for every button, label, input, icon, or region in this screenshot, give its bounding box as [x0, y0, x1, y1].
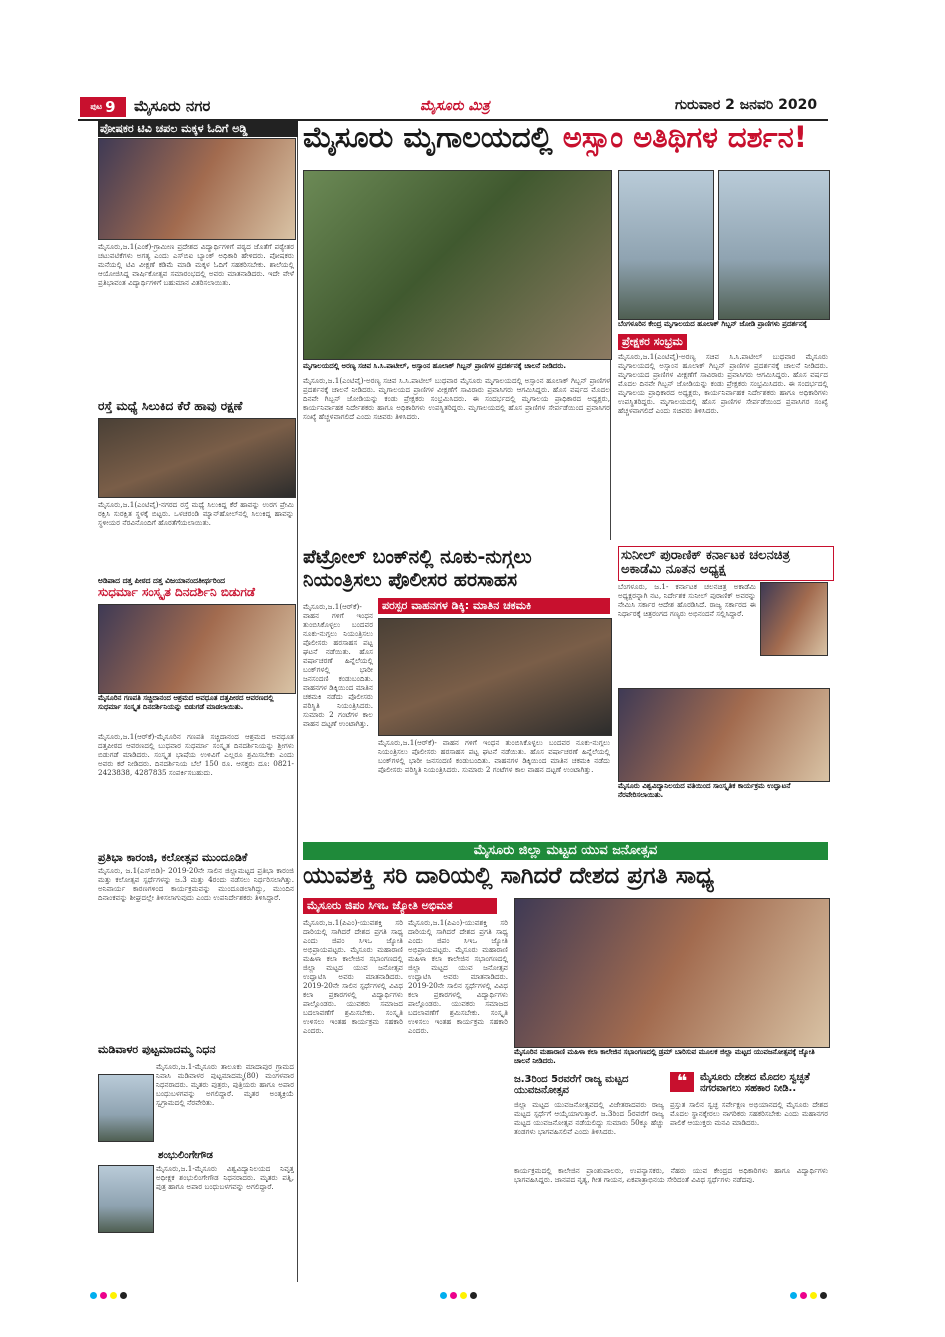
photo-university-event [618, 688, 830, 782]
lead-caption-right: ಬೆಂಗಳೂರಿನ ಕೇಂದ್ರ ಮೃಗಾಲಯದ ಹೂಲಾಕ್ ಗಿಬ್ಬನ್ ಜೋಡಿ ಪ್ರಾಣಿಗಳು ಪ್ರದರ್ಶನಕ್ಕೆ [618, 320, 807, 328]
story-calendar-caption: ಮೈಸೂರಿನ ಗಣಪತಿ ಸಚ್ಚಿದಾನಂದ ಆಶ್ರಮದ ಅವಧೂತ ದತ್ತಪೀಠದ ಆವರಣದಲ್ಲಿ ಸುಧರ್ಮಾ ಸಂಸ್ಕೃತ ದಿನದರ್ಶಿನಿಯನ್ನು ಬಿಡುಗಡೆ ಮಾಡಲಾಯಿತು. [98, 694, 274, 711]
page-number-badge [80, 97, 126, 117]
youth-body-col1: ಮೈಸೂರು,ಜ.1(ಪಿಎಂ)-ಯುವಶಕ್ತಿ ಸರಿ ದಾರಿಯಲ್ಲಿ ಸಾಗಿದರೆ ದೇಶದ ಪ್ರಗತಿ ಸಾಧ್ಯ ಎಂದು ಜಿಪಂ ಸಿಇಒ ಜ್ಯೋತಿ ಅಭಿಪ್ರಾಯಪಟ್ಟರು. ಮೈಸೂರು ಮಹಾರಾಣಿ ಮಹಿಳಾ ಕಲಾ ಕಾಲೇಜಿನ ಸಭಾಂಗಣದಲ್ಲಿ ಜಿಲ್ಲಾ ಮಟ್ಟದ ಯುವ ಜನೋತ್ಸವ ಉದ್ಘಾಟಿಸಿ ಅವರು ಮಾತನಾಡಿದರು. 2019-20ನೇ ಸಾಲಿನ ಸ್ಪರ್ಧೆಗಳಲ್ಲಿ ವಿವಿಧ ಕಲಾ ಪ್ರಕಾರಗಳಲ್ಲಿ ವಿದ್ಯಾರ್ಥಿಗಳು ಪಾಲ್ಗೊಂಡರು. ಯುವಕರು ಸಮಾಜದ ಬದಲಾವಣೆಗೆ ಶ್ರಮಿಸಬೇಕು. ಸಂಸ್ಕೃತಿ ಉಳಿಸಲು ಇಂತಹ ಕಾರ್ಯಕ್ರಮ ಸಹಕಾರಿ ಎಂದರು. [303, 918, 403, 1035]
photo-obituary1-portrait [98, 1074, 154, 1142]
column-rule-left [297, 122, 298, 1282]
lead-body-left: ಮೈಸೂರು,ಜ.1(ಎಂಟಿವೈ)-ಅರಣ್ಯ ಸಚಿವ ಸಿ.ಸಿ.ಪಾಟೀಲ್ ಬುಧವಾರ ಮೈಸೂರು ಮೃಗಾಲಯದಲ್ಲಿ ಅಸ್ಸಾಂನ ಹೂಲಾಕ್ ಗಿಬ್ಬನ್ ಪ್ರಾಣಿಗಳ ಪ್ರದರ್ಶನಕ್ಕೆ ಚಾಲನೆ ನೀಡಿದರು. ಮೃಗಾಲಯದ ಪ್ರಾಣಿಗಳ ವೀಕ್ಷಣೆಗೆ ಸಾವಿರಾರು ಪ್ರವಾಸಿಗರು ಆಗಮಿಸಿದ್ದರು. ಹೊಸ ವರ್ಷದ ಮೊದಲ ದಿನವೇ ಗಿಬ್ಬನ್ ಜೋಡಿಯನ್ನು ಕಂಡು ಪ್ರೇಕ್ಷಕರು ಸಂಭ್ರಮಿಸಿದರು. ಈ ಸಂದರ್ಭದಲ್ಲಿ ಮೃಗಾಲಯ ಪ್ರಾಧಿಕಾರದ ಅಧ್ಯಕ್ಷರು, ಕಾರ್ಯನಿರ್ವಾಹಕ ನಿರ್ದೇಶಕರು ಹಾಗೂ ಅಧಿಕಾರಿಗಳು ಉಪಸ್ಥಿತರಿದ್ದರು. ಮೃಗಾಲಯದಲ್ಲಿ ಹೊಸ ಪ್ರಾಣಿಗಳ ಸೇರ್ಪಡೆಯಿಂದ ಪ್ರವಾಸಿಗರ ಸಂಖ್ಯೆ ಹೆಚ್ಚಳವಾಗಲಿದೆ ಎಂದು ಸಚಿವರು ತಿಳಿಸಿದರು. [303, 376, 610, 421]
photo-obituary2-portrait [98, 1165, 154, 1233]
photo-sunil-portrait [760, 582, 828, 656]
clean-city-headline: ಮೈಸೂರು ದೇಶದ ಮೊದಲ ಸ್ವಚ್ಛತೆ ನಗರವಾಗಲು ಸಹಕಾರ ನೀಡಿ.. [700, 1072, 810, 1094]
photo-snake-rescue [98, 418, 296, 498]
story-pratibha-headline: ಪ್ರತಿಭಾ ಕಾರಂಜಿ, ಕಲೋತ್ಸವ ಮುಂದೂಡಿಕೆ [98, 851, 248, 864]
page-number: 9 [105, 98, 116, 116]
story-obituary2-body: ಮೈಸೂರು,ಜ.1-ಮೈಸೂರು ವಿಶ್ವವಿದ್ಯಾನಿಲಯದ ನಿವೃತ್ತ ಅಧೀಕ್ಷಕ ಶಂಭುಲಿಂಗೇಗೌಡ ನಿಧನರಾದರು. ಮೃತರು ಪತ್ನಿ, ಪುತ್ರ ಹಾಗೂ ಅಪಾರ ಬಂಧುಬಳಗವನ್ನು ಅಗಲಿದ್ದಾರೆ. [156, 1164, 294, 1191]
clean-city-body: ಪ್ರಸ್ತುತ ಸಾಲಿನ ಸ್ವಚ್ಛ ಸರ್ವೇಕ್ಷಣ ಅಭಿಯಾನದಲ್ಲಿ ಮೈಸೂರು ದೇಶದ ಮೊದಲ ಸ್ಥಾನಕ್ಕೇರಲು ನಾಗರಿಕರು ಸಹಕರಿಸಬೇಕು ಎಂದು ಮಹಾನಗರ ಪಾಲಿಕೆ ಆಯುಕ್ತರು ಮನವಿ ಮಾಡಿದರು. [670, 1100, 828, 1127]
sunil-caption: ಮೈಸೂರು ವಿಶ್ವವಿದ್ಯಾನಿಲಯದ ವತಿಯಿಂದ ಸಾಂಸ್ಕೃತಿಕ ಕಾರ್ಯಕ್ರಮ ಉದ್ಘಾಟನೆ ನೆರವೇರಿಸಲಾಯಿತು. [618, 782, 791, 799]
registration-dots-left [90, 1284, 130, 1303]
story-tv-body: ಮೈಸೂರು,ಜ.1(ಎಂಕೆ)-ಗ್ರಾಮೀಣ ಪ್ರದೇಶದ ವಿದ್ಯಾರ್ಥಿಗಳಿಗೆ ಪಠ್ಯದ ಜೊತೆಗೆ ಪಠ್ಯೇತರ ಚಟುವಟಿಕೆಗಳು ಅಗತ್ಯ ಎಂದು ಎಸ್‌ಬಿಐ ಬ್ಯಾಂಕ್ ಅಧಿಕಾರಿ ಹೇಳಿದರು. ಪೋಷಕರು ಮನೆಯಲ್ಲಿ ಟಿವಿ ವೀಕ್ಷಣೆ ಕಡಿಮೆ ಮಾಡಿ ಮಕ್ಕಳ ಓದಿಗೆ ಸಹಕರಿಸಬೇಕು. ಶಾಲೆಯಲ್ಲಿ ಆಯೋಜಿಸಿದ್ದ ವಾರ್ಷಿಕೋತ್ಸವ ಸಮಾರಂಭದಲ್ಲಿ ಅವರು ಮಾತನಾಡಿದರು. ಇದೇ ವೇಳೆ ಪ್ರತಿಭಾವಂತ ವಿದ್ಯಾರ್ಥಿಗಳಿಗೆ ಬಹುಮಾನ ವಿತರಿಸಲಾಯಿತು. [98, 242, 294, 287]
lead-headline-black: ಮೈಸೂರು ಮೃಗಾಲಯದಲ್ಲಿ [303, 120, 553, 154]
story-calendar-kicker: ಅಡಿಪಾದ ದತ್ತ ಪೀಠದ ದತ್ತ ವಿಜಯಾನಂದತೀರ್ಥರಿಂದ [98, 576, 225, 585]
sunil-body: ಬೆಂಗಳೂರು, ಜ.1- ಕರ್ನಾಟಕ ಚಲನಚಿತ್ರ ಅಕಾಡೆಮಿ ಅಧ್ಯಕ್ಷರನ್ನಾಗಿ ನಟ, ನಿರ್ದೇಶಕ ಸುನೀಲ್ ಪುರಾಣಿಕ್ ಅವರನ್ನು ನೇಮಿಸಿ ಸರ್ಕಾರ ಆದೇಶ ಹೊರಡಿಸಿದೆ. ರಾಜ್ಯ ಸರ್ಕಾರದ ಈ ನಿರ್ಧಾರಕ್ಕೆ ಚಿತ್ರರಂಗದ ಗಣ್ಯರು ಅಭಿನಂದನೆ ಸಲ್ಲಿಸಿದ್ದಾರೆ. [618, 582, 756, 618]
page-label: ಪುಟ [90, 102, 103, 111]
state-youth-headline: ಜ.3ರಿಂದ 5ರವರೆಗೆ ರಾಜ್ಯ ಮಟ್ಟದ ಯುವಜನೋತ್ಸವ [514, 1074, 629, 1096]
youth-body-col2: ಮೈಸೂರು,ಜ.1(ಪಿಎಂ)-ಯುವಶಕ್ತಿ ಸರಿ ದಾರಿಯಲ್ಲಿ ಸಾಗಿದರೆ ದೇಶದ ಪ್ರಗತಿ ಸಾಧ್ಯ ಎಂದು ಜಿಪಂ ಸಿಇಒ ಜ್ಯೋತಿ ಅಭಿಪ್ರಾಯಪಟ್ಟರು. ಮೈಸೂರು ಮಹಾರಾಣಿ ಮಹಿಳಾ ಕಲಾ ಕಾಲೇಜಿನ ಸಭಾಂಗಣದಲ್ಲಿ ಜಿಲ್ಲಾ ಮಟ್ಟದ ಯುವ ಜನೋತ್ಸವ ಉದ್ಘಾಟಿಸಿ ಅವರು ಮಾತನಾಡಿದರು. 2019-20ನೇ ಸಾಲಿನ ಸ್ಪರ್ಧೆಗಳಲ್ಲಿ ವಿವಿಧ ಕಲಾ ಪ್ರಕಾರಗಳಲ್ಲಿ ವಿದ್ಯಾರ್ಥಿಗಳು ಪಾಲ್ಗೊಂಡರು. ಯುವಕರು ಸಮಾಜದ ಬದಲಾವಣೆಗೆ ಶ್ರಮಿಸಬೇಕು. ಸಂಸ್ಕೃತಿ ಉಳಿಸಲು ಇಂತಹ ಕಾರ್ಯಕ್ರಮ ಸಹಕಾರಿ ಎಂದರು. [408, 918, 508, 1035]
petrol-body-col1: ಮೈಸೂರು,ಜ.1(ಆರ್‌ಕೆ)- ವಾಹನ ಗಳಿಗೆ ಇಂಧನ ತುಂಬಿಸಿಕೊಳ್ಳಲು ಬಂದವರ ನೂಕು-ನುಗ್ಗಲು ನಿಯಂತ್ರಿಸಲು ಪೊಲೀಸರು ಹರಸಾಹಸ ಪಟ್ಟ ಘಟನೆ ನಡೆಯಿತು. ಹೊಸ ವರ್ಷಾಚರಣೆ ಹಿನ್ನೆಲೆಯಲ್ಲಿ ಬಂಕ್‌ಗಳಲ್ಲಿ ಭಾರೀ ಜನಸಂದಣಿ ಕಂಡುಬಂದಿತು. ವಾಹನಗಳ ಡಿಕ್ಕಿಯಿಂದ ಮಾತಿನ ಚಕಮಕಿ ನಡೆದು ಪೊಲೀಸರು ಪರಿಸ್ಥಿತಿ ನಿಯಂತ್ರಿಸಿದರು. ಸುಮಾರು 2 ಗಂಟೆಗಳ ಕಾಲ ವಾಹನ ದಟ್ಟಣೆ ಉಂಟಾಗಿತ್ತು. [303, 602, 373, 728]
registration-dots-center [440, 1284, 480, 1303]
lead-sub-kicker: ಪ್ರೇಕ್ಷಕರ ಸಂಭ್ರಮ [618, 334, 687, 350]
petrol-kicker: ಪರಸ್ಪರ ವಾಹನಗಳ ಡಿಕ್ಕಿ: ಮಾತಿನ ಚಕಮಕಿ [378, 598, 610, 614]
photo-petrol-bunk [378, 618, 612, 736]
petrol-body-col2: ಮೈಸೂರು,ಜ.1(ಆರ್‌ಕೆ)- ವಾಹನ ಗಳಿಗೆ ಇಂಧನ ತುಂಬಿಸಿಕೊಳ್ಳಲು ಬಂದವರ ನೂಕು-ನುಗ್ಗಲು ನಿಯಂತ್ರಿಸಲು ಪೊಲೀಸರು ಹರಸಾಹಸ ಪಟ್ಟ ಘಟನೆ ನಡೆಯಿತು. ಹೊಸ ವರ್ಷಾಚರಣೆ ಹಿನ್ನೆಲೆಯಲ್ಲಿ ಬಂಕ್‌ಗಳಲ್ಲಿ ಭಾರೀ ಜನಸಂದಣಿ ಕಂಡುಬಂದಿತು. ವಾಹನಗಳ ಡಿಕ್ಕಿಯಿಂದ ಮಾತಿನ ಚಕಮಕಿ ನಡೆದು ಪೊಲೀಸರು ಪರಿಸ್ಥಿತಿ ನಿಯಂತ್ರಿಸಿದರು. ಸುಮಾರು 2 ಗಂಟೆಗಳ ಕಾಲ ವಾಹನ ದಟ್ಟಣೆ ಉಂಟಾಗಿತ್ತು. [378, 738, 610, 774]
photo-school-function [98, 138, 296, 240]
column-rule-mid [610, 330, 611, 540]
state-youth-body: ಜಿಲ್ಲಾ ಮಟ್ಟದ ಯುವಜನೋತ್ಸವದಲ್ಲಿ ವಿಜೇತರಾದವರು ರಾಜ್ಯ ಮಟ್ಟದ ಸ್ಪರ್ಧೆಗೆ ಆಯ್ಕೆಯಾಗುತ್ತಾರೆ. ಜ.3ರಿಂದ 5ರವರೆಗೆ ರಾಜ್ಯ ಮಟ್ಟದ ಯುವಜನೋತ್ಸವ ನಡೆಯಲಿದ್ದು ಸುಮಾರು 50ಕ್ಕೂ ಹೆಚ್ಚು ತಂಡಗಳು ಭಾಗವಹಿಸಲಿವೆ ಎಂದು ತಿಳಿಸಿದರು. [514, 1100, 664, 1136]
photo-minister-inauguration [303, 170, 612, 360]
date-line: ಗುರುವಾರ 2 ಜನವರಿ 2020 [675, 97, 818, 113]
story-calendar-body: ಮೈಸೂರು,ಜ.1(ಆರ್‌ಕೆ)-ಮೈಸೂರಿನ ಗಣಪತಿ ಸಚ್ಚಿದಾನಂದ ಆಶ್ರಮದ ಅವಧೂತ ದತ್ತಪೀಠದ ಆವರಣದಲ್ಲಿ ಬುಧವಾರ ಸುಧರ್ಮಾ ಸಂಸ್ಕೃತ ದಿನದರ್ಶಿನಿಯನ್ನು ಶ್ರೀಗಳು ಬಿಡುಗಡೆ ಮಾಡಿದರು. ಸಂಸ್ಕೃತ ಭಾಷೆಯ ಉಳಿವಿಗೆ ಎಲ್ಲರೂ ಶ್ರಮಿಸಬೇಕು ಎಂದು ಅವರು ಕರೆ ನೀಡಿದರು. ದಿನದರ್ಶಿನಿಯ ಬೆಲೆ 150 ರೂ. ಆಸಕ್ತರು ದೂ: 0821-2423838, 4287835 ಸಂಪರ್ಕಿಸಬಹುದು. [98, 732, 294, 777]
story-obituary1-headline: ಮಡಿವಾಳರ ಪುಟ್ಟಮಾದಮ್ಮ ನಿಧನ [98, 1043, 216, 1056]
youth-green-bar: ಮೈಸೂರು ಜಿಲ್ಲಾ ಮಟ್ಟದ ಯುವ ಜನೋತ್ಸವ [303, 842, 828, 860]
photo-drum-inauguration [514, 898, 830, 1048]
photo-calendar-release [98, 604, 296, 694]
story-tv-headline: ಪೋಷಕರ ಟಿವಿ ಚಪಲ ಮಕ್ಕಳ ಓದಿಗೆ ಅಡ್ಡಿ [98, 121, 298, 137]
story-snake-headline: ರಸ್ತೆ ಮಧ್ಯೆ ಸಿಲುಕಿದ ಕೆರೆ ಹಾವು ರಕ್ಷಣೆ [98, 399, 243, 413]
youth-closing-body: ಕಾರ್ಯಕ್ರಮದಲ್ಲಿ ಕಾಲೇಜಿನ ಪ್ರಾಂಶುಪಾಲರು, ಉಪನ್ಯಾಸಕರು, ನೆಹರು ಯುವ ಕೇಂದ್ರದ ಅಧಿಕಾರಿಗಳು ಹಾಗೂ ವಿದ್ಯಾರ್ಥಿಗಳು ಭಾಗವಹಿಸಿದ್ದರು. ಜಾನಪದ ನೃತ್ಯ, ಗೀತ ಗಾಯನ, ಏಕಪಾತ್ರಾಭಿನಯ ಸೇರಿದಂತೆ ವಿವಿಧ ಸ್ಪರ್ಧೆಗಳು ನಡೆದವು. [514, 1166, 828, 1184]
story-obituary2-headline: ಶಂಭುಲಿಂಗೇಗೌಡ [158, 1150, 213, 1161]
story-obituary1-body: ಮೈಸೂರು,ಜ.1-ಮೈಸೂರು ತಾಲೂಕು ಮಾದಾಪುರ ಗ್ರಾಮದ ನಿವಾಸಿ ಮಡಿವಾಳರ ಪುಟ್ಟಮಾದಮ್ಮ(80) ಮಂಗಳವಾರ ನಿಧನರಾದರು. ಮೃತರು ಪುತ್ರರು, ಪುತ್ರಿಯರು ಹಾಗೂ ಅಪಾರ ಬಂಧುಬಳಗವನ್ನು ಅಗಲಿದ್ದಾರೆ. ಮೃತರ ಅಂತ್ಯಕ್ರಿಯೆ ಸ್ವಗ್ರಾಮದಲ್ಲಿ ನೆರವೇರಿತು. [156, 1062, 294, 1107]
lead-body-right: ಮೈಸೂರು,ಜ.1(ಎಂಟಿವೈ)-ಅರಣ್ಯ ಸಚಿವ ಸಿ.ಸಿ.ಪಾಟೀಲ್ ಬುಧವಾರ ಮೈಸೂರು ಮೃಗಾಲಯದಲ್ಲಿ ಅಸ್ಸಾಂನ ಹೂಲಾಕ್ ಗಿಬ್ಬನ್ ಪ್ರಾಣಿಗಳ ಪ್ರದರ್ಶನಕ್ಕೆ ಚಾಲನೆ ನೀಡಿದರು. ಮೃಗಾಲಯದ ಪ್ರಾಣಿಗಳ ವೀಕ್ಷಣೆಗೆ ಸಾವಿರಾರು ಪ್ರವಾಸಿಗರು ಆಗಮಿಸಿದ್ದರು. ಹೊಸ ವರ್ಷದ ಮೊದಲ ದಿನವೇ ಗಿಬ್ಬನ್ ಜೋಡಿಯನ್ನು ಕಂಡು ಪ್ರೇಕ್ಷಕರು ಸಂಭ್ರಮಿಸಿದರು. ಈ ಸಂದರ್ಭದಲ್ಲಿ ಮೃಗಾಲಯ ಪ್ರಾಧಿಕಾರದ ಅಧ್ಯಕ್ಷರು, ಕಾರ್ಯನಿರ್ವಾಹಕ ನಿರ್ದೇಶಕರು ಹಾಗೂ ಅಧಿಕಾರಿಗಳು ಉಪಸ್ಥಿತರಿದ್ದರು. ಮೃಗಾಲಯದಲ್ಲಿ ಹೊಸ ಪ್ರಾಣಿಗಳ ಸೇರ್ಪಡೆಯಿಂದ ಪ್ರವಾಸಿಗರ ಸಂಖ್ಯೆ ಹೆಚ್ಚಳವಾಗಲಿದೆ ಎಂದು ಸಚಿವರು ತಿಳಿಸಿದರು. [618, 352, 828, 415]
lead-headline-red: ಅಸ್ಸಾಂ ಅತಿಥಿಗಳ ದರ್ಶನ! [562, 120, 807, 154]
section-title: ಮೈಸೂರು ನಗರ [134, 97, 211, 115]
lead-caption-left: ಮೃಗಾಲಯದಲ್ಲಿ ಅರಣ್ಯ ಸಚಿವ ಸಿ.ಸಿ.ಪಾಟೀಲ್, ಅಸ್ಸಾಂನ ಹೂಲಾಕ್ ಗಿಬ್ಬನ್ ಪ್ರಾಣಿಗಳ ಪ್ರದರ್ಶನಕ್ಕೆ ಚಾಲನೆ ನೀಡಿದರು. [303, 362, 567, 370]
paper-logo: ಮೈಸೂರು ಮಿತ್ರ [420, 98, 490, 114]
youth-headline: ಯುವಶಕ್ತಿ ಸರಿ ದಾರಿಯಲ್ಲಿ ಸಾಗಿದರೆ ದೇಶದ ಪ್ರಗತಿ ಸಾಧ್ಯ [303, 863, 715, 889]
photo-gibbon-two [718, 170, 830, 320]
lead-headline [303, 122, 833, 154]
story-pratibha-body: ಮೈಸೂರು, ಜ.1(ಎಸ್‌ಬಿಡಿ)- 2019-20ನೇ ಸಾಲಿನ ಜಿಲ್ಲಾಮಟ್ಟದ ಪ್ರತಿಭಾ ಕಾರಂಜಿ ಮತ್ತು ಕಲೋತ್ಸವ ಸ್ಪರ್ಧೆಗಳನ್ನು ಜ.3 ಮತ್ತು 4ರಂದು ನಡೆಸಲು ನಿರ್ಧರಿಸಲಾಗಿತ್ತು. ಅನಿವಾರ್ಯ ಕಾರಣಗಳಿಂದ ಕಾರ್ಯಕ್ರಮವನ್ನು ಮುಂದೂಡಲಾಗಿದ್ದು, ಮುಂದಿನ ದಿನಾಂಕವನ್ನು ಶೀಘ್ರದಲ್ಲೇ ತಿಳಿಸಲಾಗುವುದು ಎಂದು ಉಪನಿರ್ದೇಶಕರು ತಿಳಿಸಿದ್ದಾರೆ. [98, 866, 294, 902]
quote-mark-icon: ❝ [670, 1072, 694, 1092]
petrol-headline: ಪೆಟ್ರೋಲ್ ಬಂಕ್‌ನಲ್ಲಿ ನೂಕು-ನುಗ್ಗಲು ನಿಯಂತ್ರಿಸಲು ಪೊಲೀಸರ ಹರಸಾಹಸ [303, 546, 532, 591]
story-calendar-headline: ಸುಧರ್ಮಾ ಸಂಸ್ಕೃತ ದಿನದರ್ಶಿನಿ ಬಿಡುಗಡೆ [98, 585, 255, 599]
youth-kicker: ಮೈಸೂರು ಜಿಪಂ ಸಿಇಒ ಜ್ಯೋತಿ ಅಭಿಮತ [303, 898, 497, 914]
youth-photo-caption: ಮೈಸೂರಿನ ಮಹಾರಾಣಿ ಮಹಿಳಾ ಕಲಾ ಕಾಲೇಜಿನ ಸಭಾಂಗಣದಲ್ಲಿ ಡ್ರಮ್ ಬಾರಿಸುವ ಮೂಲಕ ಜಿಲ್ಲಾ ಮಟ್ಟದ ಯುವಜನೋತ್ಸವಕ್ಕೆ ಜ್ಯೋತಿ ಚಾಲನೆ ನೀಡಿದರು. [514, 1048, 815, 1065]
sunil-headline: ಸುನೀಲ್ ಪುರಾಣಿಕ್ ಕರ್ನಾಟಕ ಚಲನಚಿತ್ರ ಅಕಾಡೆಮಿ ನೂತನ ಅಧ್ಯಕ್ಷ [618, 546, 834, 581]
registration-dots-right [790, 1284, 830, 1303]
photo-gibbon-one [618, 170, 714, 320]
story-snake-body: ಮೈಸೂರು,ಜ.1(ಎಂಟಿವೈ)-ನಗರದ ರಸ್ತೆ ಮಧ್ಯೆ ಸಿಲುಕಿದ್ದ ಕೆರೆ ಹಾವನ್ನು ಉರಗ ಪ್ರೇಮಿ ರಕ್ಷಿಸಿ ಸುರಕ್ಷಿತ ಸ್ಥಳಕ್ಕೆ ಬಿಟ್ಟರು. ಒಳಚರಂಡಿ ಮ್ಯಾನ್‌ಹೋಲ್‌ನಲ್ಲಿ ಸಿಲುಕಿದ್ದ ಹಾವನ್ನು ಸ್ಥಳೀಯರ ನೆರವಿನೊಂದಿಗೆ ಹೊರತೆಗೆಯಲಾಯಿತು. [98, 500, 294, 527]
